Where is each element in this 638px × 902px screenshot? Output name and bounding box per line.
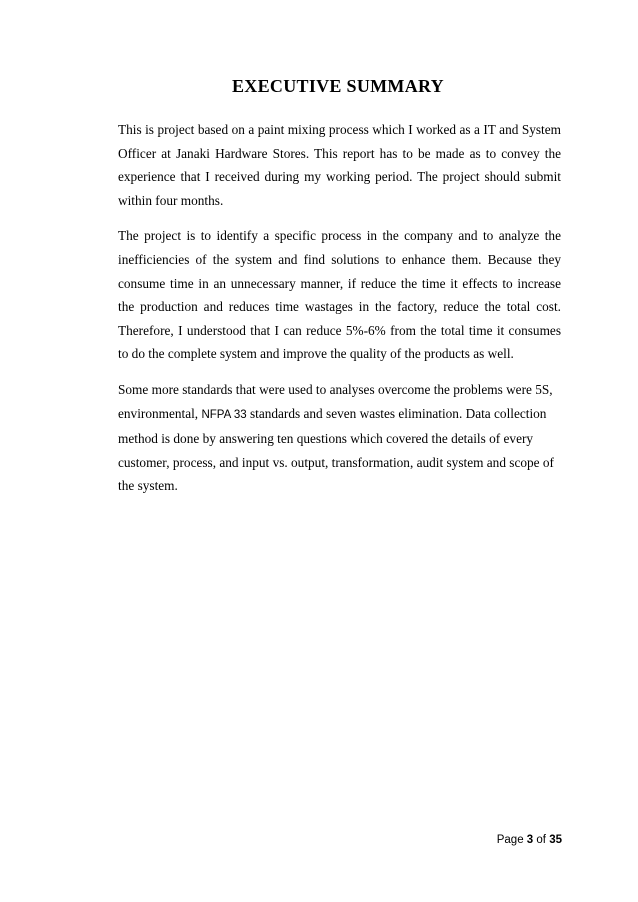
- paragraph-3-nfpa: NFPA 33: [201, 408, 247, 421]
- paragraph-3-part-1: Some more standards that were used to analyses overcome the problems were 5S, environmental,: [118, 381, 553, 421]
- summary-body: [118, 118, 561, 510]
- paragraph-3: [118, 378, 561, 498]
- page-label: Page: [496, 834, 524, 846]
- of-label: of: [536, 834, 546, 846]
- paragraph-3-part-2: standards and seven wastes elimination. Data collection method is done by answering ten questions which covered the details of every customer, process, and input vs. output, transformation, audit system and scope of the system.: [118, 405, 554, 494]
- page-title: EXECUTIVE SUMMARY: [232, 76, 444, 96]
- total-pages: 35: [549, 834, 562, 846]
- paragraph-2: The project is to identify a specific process in the company and to analyze the inefficiencies of the system and find solutions to enhance them. Because they consume time in an unnecessary manner, if reduce the time it effects to increase the production and reduces time wastages in the factory, reduce the total cost. Therefore, I understood that I can reduce 5%-6% from the total time it consumes to do the complete system and improve the quality of the products as well.: [118, 228, 561, 362]
- paragraph-1: This is project based on a paint mixing process which I worked as a IT and System Officer at Janaki Hardware Stores. This report has to be made as to convey the experience that I received during my working period. The project should submit within four months.: [118, 122, 561, 208]
- page-footer: [497, 834, 562, 846]
- page-number: 3: [526, 834, 534, 846]
